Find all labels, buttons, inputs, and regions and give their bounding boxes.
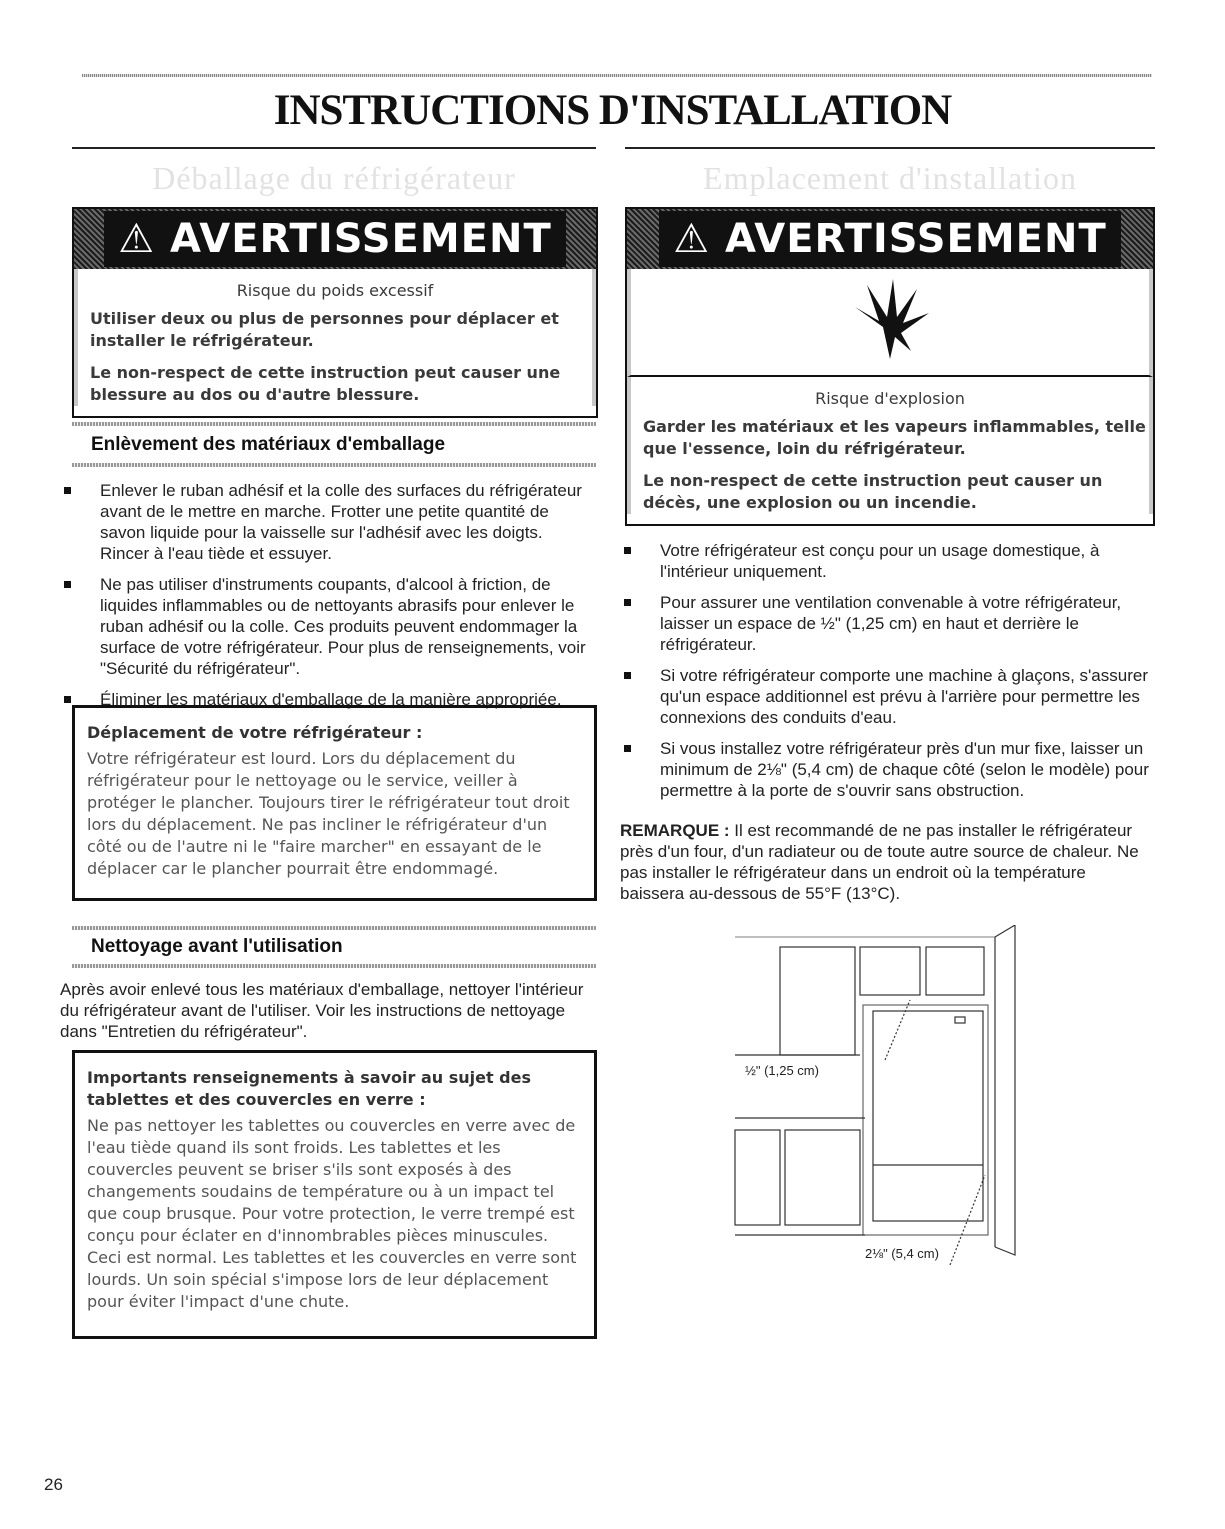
moving-info-box [72,705,597,901]
list-item: Votre réfrigérateur est conçu pour un usage domestique, à l'intérieur uniquement. [620,540,1156,582]
list-item: Enlever le ruban adhésif et la colle des surfaces du réfrigérateur avant de le mettre en marche. Frotter une petite quantité de savon liquide pour la vaisselle sur l'adhésif avec les doigts. Rincer à l'eau tiède et essuyer. [60,480,594,564]
warning-line-1: Utiliser deux ou plus de personnes pour déplacer et installer le réfrigérateur. [90,309,559,350]
warning-line-2: Le non-respect de cette instruction peut causer un décès, une explosion ou un incendie. [643,471,1103,512]
warning-heading: Risque d'explosion [815,389,965,408]
explosion-icon [845,277,935,367]
location-list [620,540,1156,811]
glass-box-heading: Importants renseignements à savoir au sujet des tablettes et des couvercles en verre : [87,1068,531,1109]
removal-heading: Enlèvement des matériaux d'emballage [91,434,446,455]
list-item: Éliminer les matériaux d'emballage de la manière appropriée. [60,689,594,710]
page-number: 26 [44,1475,63,1494]
side-clearance-label: 2⅛" (5,4 cm) [865,1246,939,1261]
note-paragraph [620,820,1154,904]
list-item: Ne pas utiliser d'instruments coupants, d'alcool à friction, de liquides inflammables ou de nettoyants abrasifs pour enlever le ruban adhésif ou la colle. Ces produits peuvent endommager la surface de votre réfrigérateur. Pour plus de renseignements, voir "Sécurité du réfrigérateur". [60,574,594,679]
warning-line-1: Garder les matériaux et les vapeurs inflammables, telle que l'essence, loin du réfrigérateur. [643,417,1146,458]
right-section-title: Emplacement d'installation [703,160,1077,196]
moving-box-heading: Déplacement de votre réfrigérateur : [87,723,423,742]
weight-warning-box [72,207,598,418]
moving-box-text: Votre réfrigérateur est lourd. Lors du déplacement du réfrigérateur pour le nettoyage ou le service, veiller à protéger le plancher. Toujours tirer le réfrigérateur tout droit lors du déplacement. Ne pas incliner le réfrigérateur d'un côté ou de l'autre ni le "faire marcher" en essayant de le déplacer car le plancher pourrait être endommagé. [87,749,570,878]
subsection-rule [72,926,596,930]
warning-heading: Risque du poids excessif [236,281,434,300]
list-item: Pour assurer une ventilation convenable à votre réfrigérateur, laisser un espace de ½" (1,25 cm) en haut et derrière le réfrigérateur. [620,592,1156,655]
right-column-rule [625,147,1155,149]
cleaning-text: Après avoir enlevé tous les matériaux d'emballage, nettoyer l'intérieur du réfrigérateur avant de l'utiliser. Voir les instructions de nettoyage dans "Entretien du réfrigérateur". [60,980,584,1041]
list-item: Si vous installez votre réfrigérateur près d'un mur fixe, laisser un minimum de 2⅛" (5,4 cm) de chaque côté (selon le modèle) pour permettre à la porte de s'ouvrir sans obstruction. [620,738,1156,801]
explosion-icon-area [627,269,1153,377]
left-column-rule [72,147,596,149]
cleaning-heading: Nettoyage avant l'utilisation [91,936,343,957]
top-dotted-rule [82,74,1152,77]
subsection-rule [72,422,596,426]
note-label: REMARQUE : [620,821,730,840]
subsection-rule [72,964,596,968]
glass-info-box [72,1050,597,1339]
warning-banner [627,209,1153,269]
subsection-rule [72,463,596,467]
page-title: INSTRUCTIONS D'INSTALLATION [273,87,952,134]
glass-box-text: Ne pas nettoyer les tablettes ou couvercles en verre avec de l'eau tiède quand ils sont froids. Les tablettes et les couvercles peuvent se briser s'ils sont exposés à des changements soudains de température ou à un impact tel que coup brusque. Pour votre protection, le verre trempé est conçu pour éclater en d'innombrables pièces minuscules. Ceci est normal. Les tablettes et les couvercles en verre sont lourds. Un soin spécial s'impose lors de leur déplacement pour éviter l'impact d'une chute. [87,1116,577,1311]
warning-label: ⚠ AVERTISSEMENT [104,211,566,267]
note-text: Il est recommandé de ne pas installer le réfrigérateur près d'un four, d'un radiateur ou de toute autre source de chaleur. Ne pas installer le réfrigérateur dans un endroit où la température baissera au-dessous de 55°F (13°C). [620,821,1139,903]
list-item: Si votre réfrigérateur comporte une machine à glaçons, s'assurer qu'un espace additionnel est prévu à l'arrière pour permettre les connexions des conduits d'eau. [620,665,1156,728]
warning-label: ⚠ AVERTISSEMENT [659,211,1121,267]
top-clearance-label: ½" (1,25 cm) [745,1063,819,1078]
warning-line-2: Le non-respect de cette instruction peut causer une blessure au dos ou d'autre blessure. [90,363,561,404]
explosion-warning-box [625,207,1155,526]
left-section-title: Déballage du réfrigérateur [152,160,516,196]
removal-list [60,480,594,720]
warning-banner [74,209,596,269]
installation-diagram [725,925,1025,1265]
